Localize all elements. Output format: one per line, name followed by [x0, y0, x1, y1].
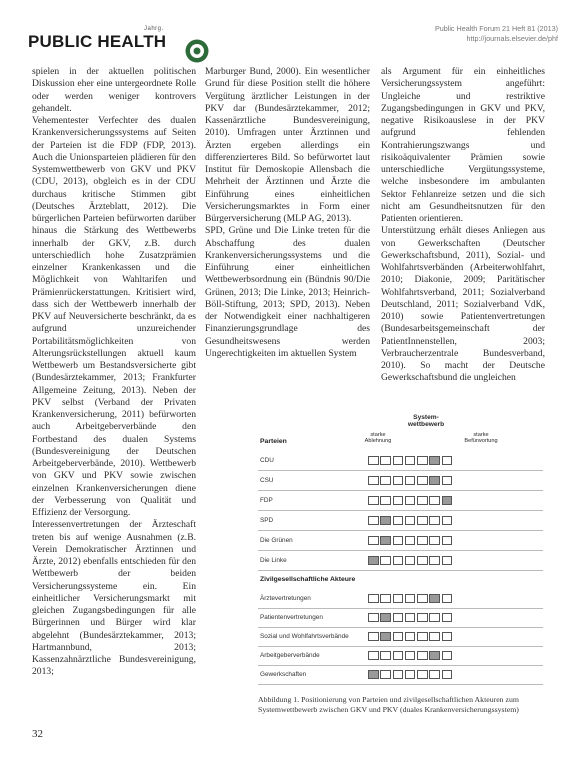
- scale-cell: [442, 632, 453, 641]
- issue-line: Public Health Forum 21 Heft 81 (2013): [434, 24, 558, 33]
- scale-cell: [417, 594, 428, 603]
- scale-cell: [393, 613, 404, 622]
- scale-cell: [368, 516, 379, 525]
- scale-cell: [368, 536, 379, 545]
- scale-cell: [393, 670, 404, 679]
- scale-cell: [380, 456, 391, 465]
- scale-cell: [429, 496, 440, 505]
- actor-label: Ärztevertretungen: [260, 595, 311, 602]
- actor-label: Sozial und Wohlfahrtsverbände: [260, 633, 349, 640]
- scale-cell: [405, 670, 416, 679]
- paragraph: Vehementester Verfechter des dualen Krankenversicherungssystems auf Seiten der Parteien ist die FDP (FDP, 2013). Auch die Unionsparteien plädieren für den Systemwettbewerb von GKV und PKV (CDU, 2013), obgleich es in der CDU durchaus kritische Stimmen gibt (Deutsches Ärzteblatt, 2012). Die bürgerlichen Parteien befürworten darüber hinaus die Stärkung des Wettbewerbs innerhalb der GKV, z.B. durch unterschiedlich hohe Zusatzprämien einzelner Krankenkassen und die Möglichkeit von Wahltarifen und Prämienrückerstattungen. Kritisiert wird, dass sich der Wettbewerb innerhalb der PKV auf Neuversicherte beschränkt, da es aufgrund unzureichender Portabilitätsmöglichkeiten von Alterungsrückstellungen aktuell kaum Wettbewerb um Bestandsversicherte gibt (Bundesärztekammer, 2013; Frankfurter Allgemeine Zeitung, 2013). Neben der PKV selbst (Verband der Privaten Krankenversicherung, 2011) befürworten auch Arbeitgeberverbände den Fortbestand des dualen Systems (Bundesvereinigung der Deutschen Arbeitgeberverbände, 2010). Wettbewerb von GKV und PKV sowie zwischen einzelnen Krankenversicherungen diene der Verbesserung von Qualität und Effizienz der Versorgung.: [32, 115, 196, 518]
- scale-cell: [368, 496, 379, 505]
- row-divider: [258, 550, 543, 551]
- scale-cell-selected: [429, 456, 440, 465]
- logo-small-text: Jahrg.: [144, 26, 164, 32]
- scale-cell: [368, 651, 379, 660]
- scale-cell: [380, 594, 391, 603]
- group-label-actors: Zivilgesellschaftliche Akteure: [260, 576, 356, 583]
- party-label: CDU: [260, 457, 274, 464]
- scale-cell: [429, 670, 440, 679]
- scale-cell: [442, 516, 453, 525]
- scale-cell: [405, 496, 416, 505]
- scale-cell-selected: [429, 594, 440, 603]
- scale-cell: [405, 556, 416, 565]
- paragraph: Unterstützung erhält dieses Anliegen aus von Gewerkschaften (Deutscher Gewerkschaftsbund, 2011), Sozial- und Wohlfahrtsverbänden (Arbeiterwohlfahrt, 2010; Diakonie, 2009; Paritätischer Wohlfahrtsverband, 2011; Sozialverband Deutschland, 2011; Sozialverband VdK, 2010) sowie Patientenvertretungen (Bundesarbeitsgemeinschaft der PatientInnenstellen, 2003; Verbraucherzentrale Bundesverband, 2010). So macht der Deutsche Gewerkschaftsbund die ungleichen: [381, 225, 545, 384]
- scale-cell-selected: [442, 496, 453, 505]
- scale-cell: [368, 476, 379, 485]
- paragraph: Marburger Bund, 2000). Ein wesentlicher Grund für diese Position stellt die höhere Vergütung ärztlicher Leistungen in der PKV dar (Bundesärztekammer, 2012; Kassenärztliche Bundesvereinigung, 2010). Umfragen unter Ärztinnen und Ärzten ergeben allerdings ein differenzierteres Bild. So befürwortet laut Institut für Demoskopie Allensbach die Mehrheit der Ärztinnen und Ärzte die Einführung eines einheitlichen Versicherungsmarktes in Form einer Bürgerversicherung (MLP AG, 2013).: [205, 66, 370, 224]
- scale-cell: [417, 670, 428, 679]
- scale-cell: [442, 670, 453, 679]
- scale-cell: [417, 613, 428, 622]
- text-column-3: [381, 66, 545, 385]
- actor-scale-row: [368, 670, 454, 680]
- scale-cell: [417, 496, 428, 505]
- journal-url: http://journals.elsevier.de/phf: [466, 34, 558, 43]
- party-scale-row: [368, 476, 454, 486]
- scale-cell: [442, 594, 453, 603]
- scale-cell: [405, 651, 416, 660]
- scale-cell: [442, 651, 453, 660]
- text-column-1: [32, 66, 196, 679]
- actor-label: Arbeitgeberverbände: [260, 652, 320, 659]
- row-divider: [258, 627, 543, 628]
- scale-cell: [405, 594, 416, 603]
- row-divider: [258, 570, 543, 571]
- party-scale-row: [368, 516, 454, 526]
- scale-cell: [417, 476, 428, 485]
- scale-cell: [417, 556, 428, 565]
- party-label: CSU: [260, 477, 274, 484]
- figure-caption: Abbildung 1. Positionierung von Parteien und zivilgesellschaftlichen Akteuren zum Systemwettbewerb zwischen GKV und PKV (duales Krankenversicherungssystem): [258, 695, 519, 714]
- row-divider: [258, 665, 543, 666]
- party-label: FDP: [260, 497, 273, 504]
- scale-cell: [429, 613, 440, 622]
- scale-cell: [393, 456, 404, 465]
- scale-cell-selected: [380, 516, 391, 525]
- scale-cell: [393, 516, 404, 525]
- scale-cell: [380, 476, 391, 485]
- scale-cell: [368, 613, 379, 622]
- scale-cell: [442, 536, 453, 545]
- scale-cell: [405, 632, 416, 641]
- scale-cell: [380, 496, 391, 505]
- party-label: SPD: [260, 517, 274, 524]
- paragraph: spielen in der aktuellen politischen Diskussion eher eine untergeordnete Rolle oder werden weniger kontrovers gehandelt.: [32, 66, 196, 114]
- scale-cell: [393, 496, 404, 505]
- scale-cell: [405, 536, 416, 545]
- scale-cell: [417, 536, 428, 545]
- paragraph: als Argument für ein einheitliches Versicherungssystem angeführt: Ungleiche und restriktive Zugangsbedingungen in GKV und PKV, negative Risikoauslese in der PKV aufgrund fehlenden Kontrahierungszwangs und risikoäquivalenter Prämien sowie unterschiedliche Vergütungssysteme, welche insbesondere im ambulanten Sektor Fehlanreize setzen und die sich nicht am Gesundheitsnutzen für den Patienten orientieren.: [381, 66, 545, 224]
- scale-cell-selected: [380, 613, 391, 622]
- actor-scale-row: [368, 613, 454, 623]
- scale-cell: [417, 516, 428, 525]
- scale-cell: [429, 536, 440, 545]
- scale-left-label: starke Ablehnung: [364, 432, 392, 444]
- party-scale-row: [368, 456, 454, 466]
- paragraph: SPD, Grüne und Die Linke treten für die Abschaffung des dualen Krankenversicherungssystems und die Einführung einer einheitlichen Wettbewerbsordnung ein (Bündnis 90/Die Grünen, 2013; Die Linke, 2013; Heinrich-Böll-Stiftung, 2013; SPD, 2013). Neben der Notwendigkeit einer nachhaltigeren Finanzierungsgrundlage des Gesundheitswesens werden Ungerechtigkeiten im aktuellen System: [205, 225, 370, 359]
- actor-label: Patientenvertretungen: [260, 614, 323, 621]
- row-divider: [258, 470, 543, 471]
- paragraph: Interessenvertretungen der Ärzteschaft treten bis auf wenige Ausnahmen (z.B. Verein Demokratischer Ärztinnen und Ärzte, 2012) ebenfalls entschieden für den Wettbewerb der beiden Versicherungssysteme ein. Ein einheitlicher Versicherungsmarkt mit gleichen Zugangsbedingungen für alle Bürgerinnen und Bürger wird klar abgelehnt (Bundesärztekammer, 2013; Hartmannbund, 2013; Kassenzahnärztliche Bundesvereinigung, 2013;: [32, 519, 196, 678]
- row-divider: [258, 530, 543, 531]
- scale-cell-selected: [368, 556, 379, 565]
- public-health-logo-icon: [184, 38, 210, 64]
- scale-cell: [442, 613, 453, 622]
- scale-cell: [442, 456, 453, 465]
- scale-cell-selected: [429, 651, 440, 660]
- scale-cell: [429, 632, 440, 641]
- scale-cell: [393, 594, 404, 603]
- scale-cell: [417, 456, 428, 465]
- actor-scale-row: [368, 651, 454, 661]
- actor-scale-row: [368, 632, 454, 642]
- figure-positioning-grid: [258, 414, 558, 688]
- scale-cell: [368, 456, 379, 465]
- scale-right-label: starke Befürwortung: [464, 432, 498, 444]
- scale-cell: [442, 556, 453, 565]
- party-scale-row: [368, 496, 454, 506]
- party-scale-row: [368, 556, 454, 566]
- party-scale-row: [368, 536, 454, 546]
- scale-cell: [429, 516, 440, 525]
- scale-cell: [442, 476, 453, 485]
- scale-cell: [393, 632, 404, 641]
- page-number: 32: [32, 728, 43, 740]
- row-divider: [258, 684, 543, 685]
- scale-cell: [393, 556, 404, 565]
- page-header: [18, 10, 566, 60]
- scale-cell: [405, 613, 416, 622]
- scale-cell: [405, 516, 416, 525]
- group-label-parties: Parteien: [260, 438, 287, 445]
- scale-cell-selected: [368, 670, 379, 679]
- row-divider: [258, 510, 543, 511]
- journal-logo: PUBLIC HEALTH: [28, 32, 167, 51]
- scale-cell: [368, 594, 379, 603]
- scale-cell: [380, 651, 391, 660]
- scale-cell: [429, 556, 440, 565]
- scale-cell: [417, 651, 428, 660]
- scale-cell: [393, 651, 404, 660]
- scale-cell: [405, 476, 416, 485]
- scale-cell: [380, 556, 391, 565]
- scale-cell: [417, 632, 428, 641]
- scale-cell-selected: [380, 536, 391, 545]
- text-column-2: [205, 66, 370, 360]
- actor-scale-row: [368, 594, 454, 604]
- actor-label: Gewerkschaften: [260, 671, 307, 678]
- row-divider: [258, 608, 543, 609]
- scale-cell: [393, 476, 404, 485]
- party-label: Die Grünen: [260, 537, 293, 544]
- row-divider: [258, 646, 543, 647]
- party-label: Die Linke: [260, 557, 287, 564]
- scale-cell: [380, 670, 391, 679]
- scale-cell: [393, 536, 404, 545]
- scale-cell: [405, 456, 416, 465]
- scale-cell: [368, 632, 379, 641]
- issue-info: [435, 24, 558, 44]
- row-divider: [258, 490, 543, 491]
- scale-cell-selected: [380, 632, 391, 641]
- scale-cell-selected: [429, 476, 440, 485]
- figure-title: System- wettbewerb: [407, 414, 445, 428]
